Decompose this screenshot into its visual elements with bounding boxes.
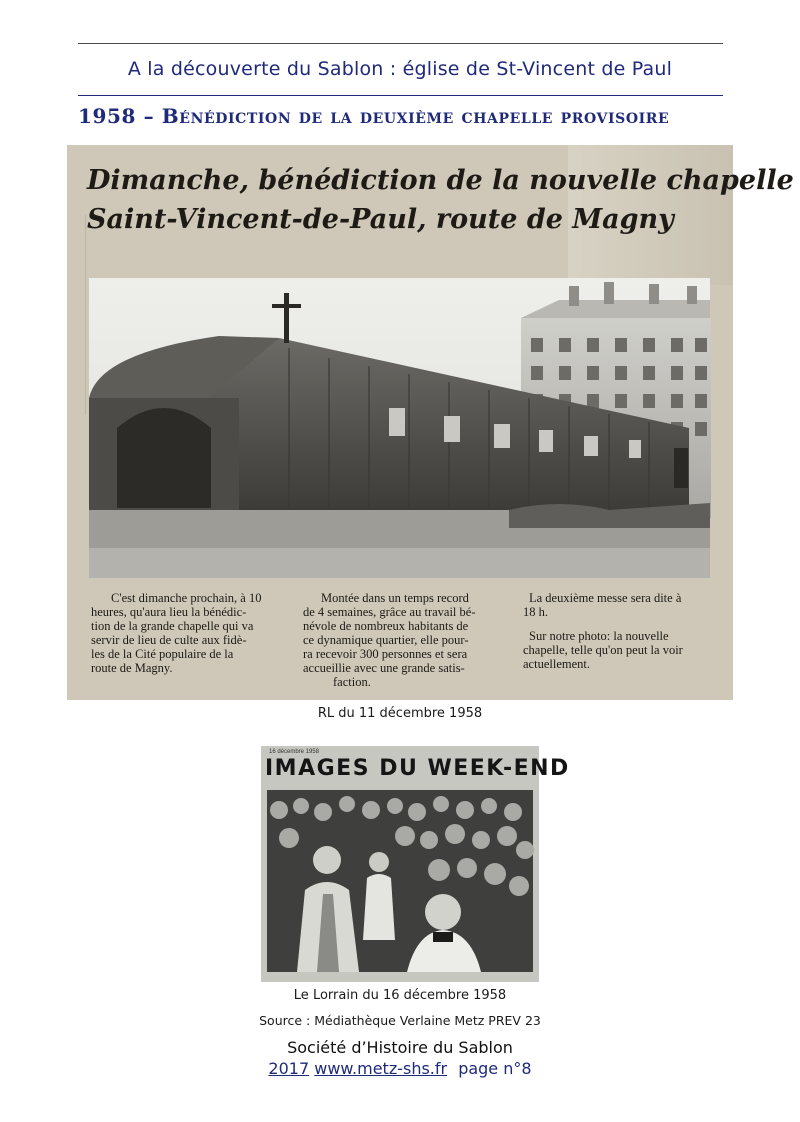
text-line: névole de nombreux habitants de bbox=[303, 619, 469, 633]
text-line: route de Magny. bbox=[91, 661, 173, 675]
text-line: C'est dimanche prochain, à 10 bbox=[111, 591, 262, 605]
text-line: les de la Cité populaire de la bbox=[91, 647, 234, 661]
footer-line bbox=[0, 1059, 800, 1078]
page-number: page n°8 bbox=[458, 1059, 532, 1078]
section-title: 1958 – Bénédiction de la deuxième chapelle provisoire bbox=[78, 104, 670, 128]
text-line: heures, qu'aura lieu la bénédic- bbox=[91, 605, 247, 619]
text-line: ra recevoir 300 personnes et sera bbox=[303, 647, 468, 661]
text-line: 18 h. bbox=[523, 605, 548, 619]
article-column-3 bbox=[523, 591, 723, 671]
source-credit: Source : Médiathèque Verlaine Metz PREV 23 bbox=[259, 1013, 541, 1028]
clipping-2-caption: Le Lorrain du 16 décembre 1958 bbox=[293, 988, 507, 1003]
text-line: Sur notre photo: la nouvelle bbox=[529, 629, 669, 643]
text-line: actuellement. bbox=[523, 657, 590, 671]
title-rule bbox=[78, 95, 723, 96]
text-line: faction. bbox=[333, 675, 371, 689]
text-line: de 4 semaines, grâce au travail bé- bbox=[303, 605, 476, 619]
article-column-1 bbox=[91, 591, 287, 675]
text-line: tion de la grande chapelle qui va bbox=[91, 619, 254, 633]
article-column-2 bbox=[303, 591, 507, 689]
text-line: servir de lieu de culte aux fidè- bbox=[91, 633, 247, 647]
clipping-title: IMAGES DU WEEK-END bbox=[265, 756, 570, 781]
clipping-date: 16 décembre 1958 bbox=[269, 749, 320, 755]
headline-line-1: Dimanche, bénédiction de la nouvelle chapelle bbox=[87, 165, 794, 196]
text-line: chapelle, telle qu'on peut la voir bbox=[523, 643, 683, 657]
society-name: Société d’Histoire du Sablon bbox=[287, 1038, 513, 1057]
website-link[interactable]: www.metz-shs.fr bbox=[314, 1059, 448, 1078]
crowd-photo bbox=[267, 790, 533, 972]
top-rule bbox=[78, 43, 723, 44]
newspaper-clipping-le-lorrain bbox=[261, 746, 570, 982]
text-line: accueillie avec une grande satis- bbox=[303, 661, 465, 675]
adjacent-column-fragment bbox=[69, 215, 86, 415]
footer-year: 2017 bbox=[268, 1059, 310, 1078]
chapel-photo bbox=[89, 278, 710, 578]
text-line: ce dynamique quartier, elle pour- bbox=[303, 633, 469, 647]
crowd-illustration bbox=[267, 790, 533, 972]
text-line bbox=[523, 619, 723, 629]
clipping-1-caption: RL du 11 décembre 1958 bbox=[317, 706, 483, 721]
text-line: Montée dans un temps record bbox=[321, 591, 469, 605]
chapel-illustration bbox=[89, 278, 710, 578]
article-headline bbox=[87, 161, 794, 239]
site-title: A la découverte du Sablon : église de St-Vincent de Paul bbox=[127, 58, 673, 80]
newspaper-clipping-rl bbox=[67, 145, 794, 700]
headline-line-2: Saint-Vincent-de-Paul, route de Magny bbox=[87, 204, 674, 235]
text-line: La deuxième messe sera dite à bbox=[529, 591, 682, 605]
